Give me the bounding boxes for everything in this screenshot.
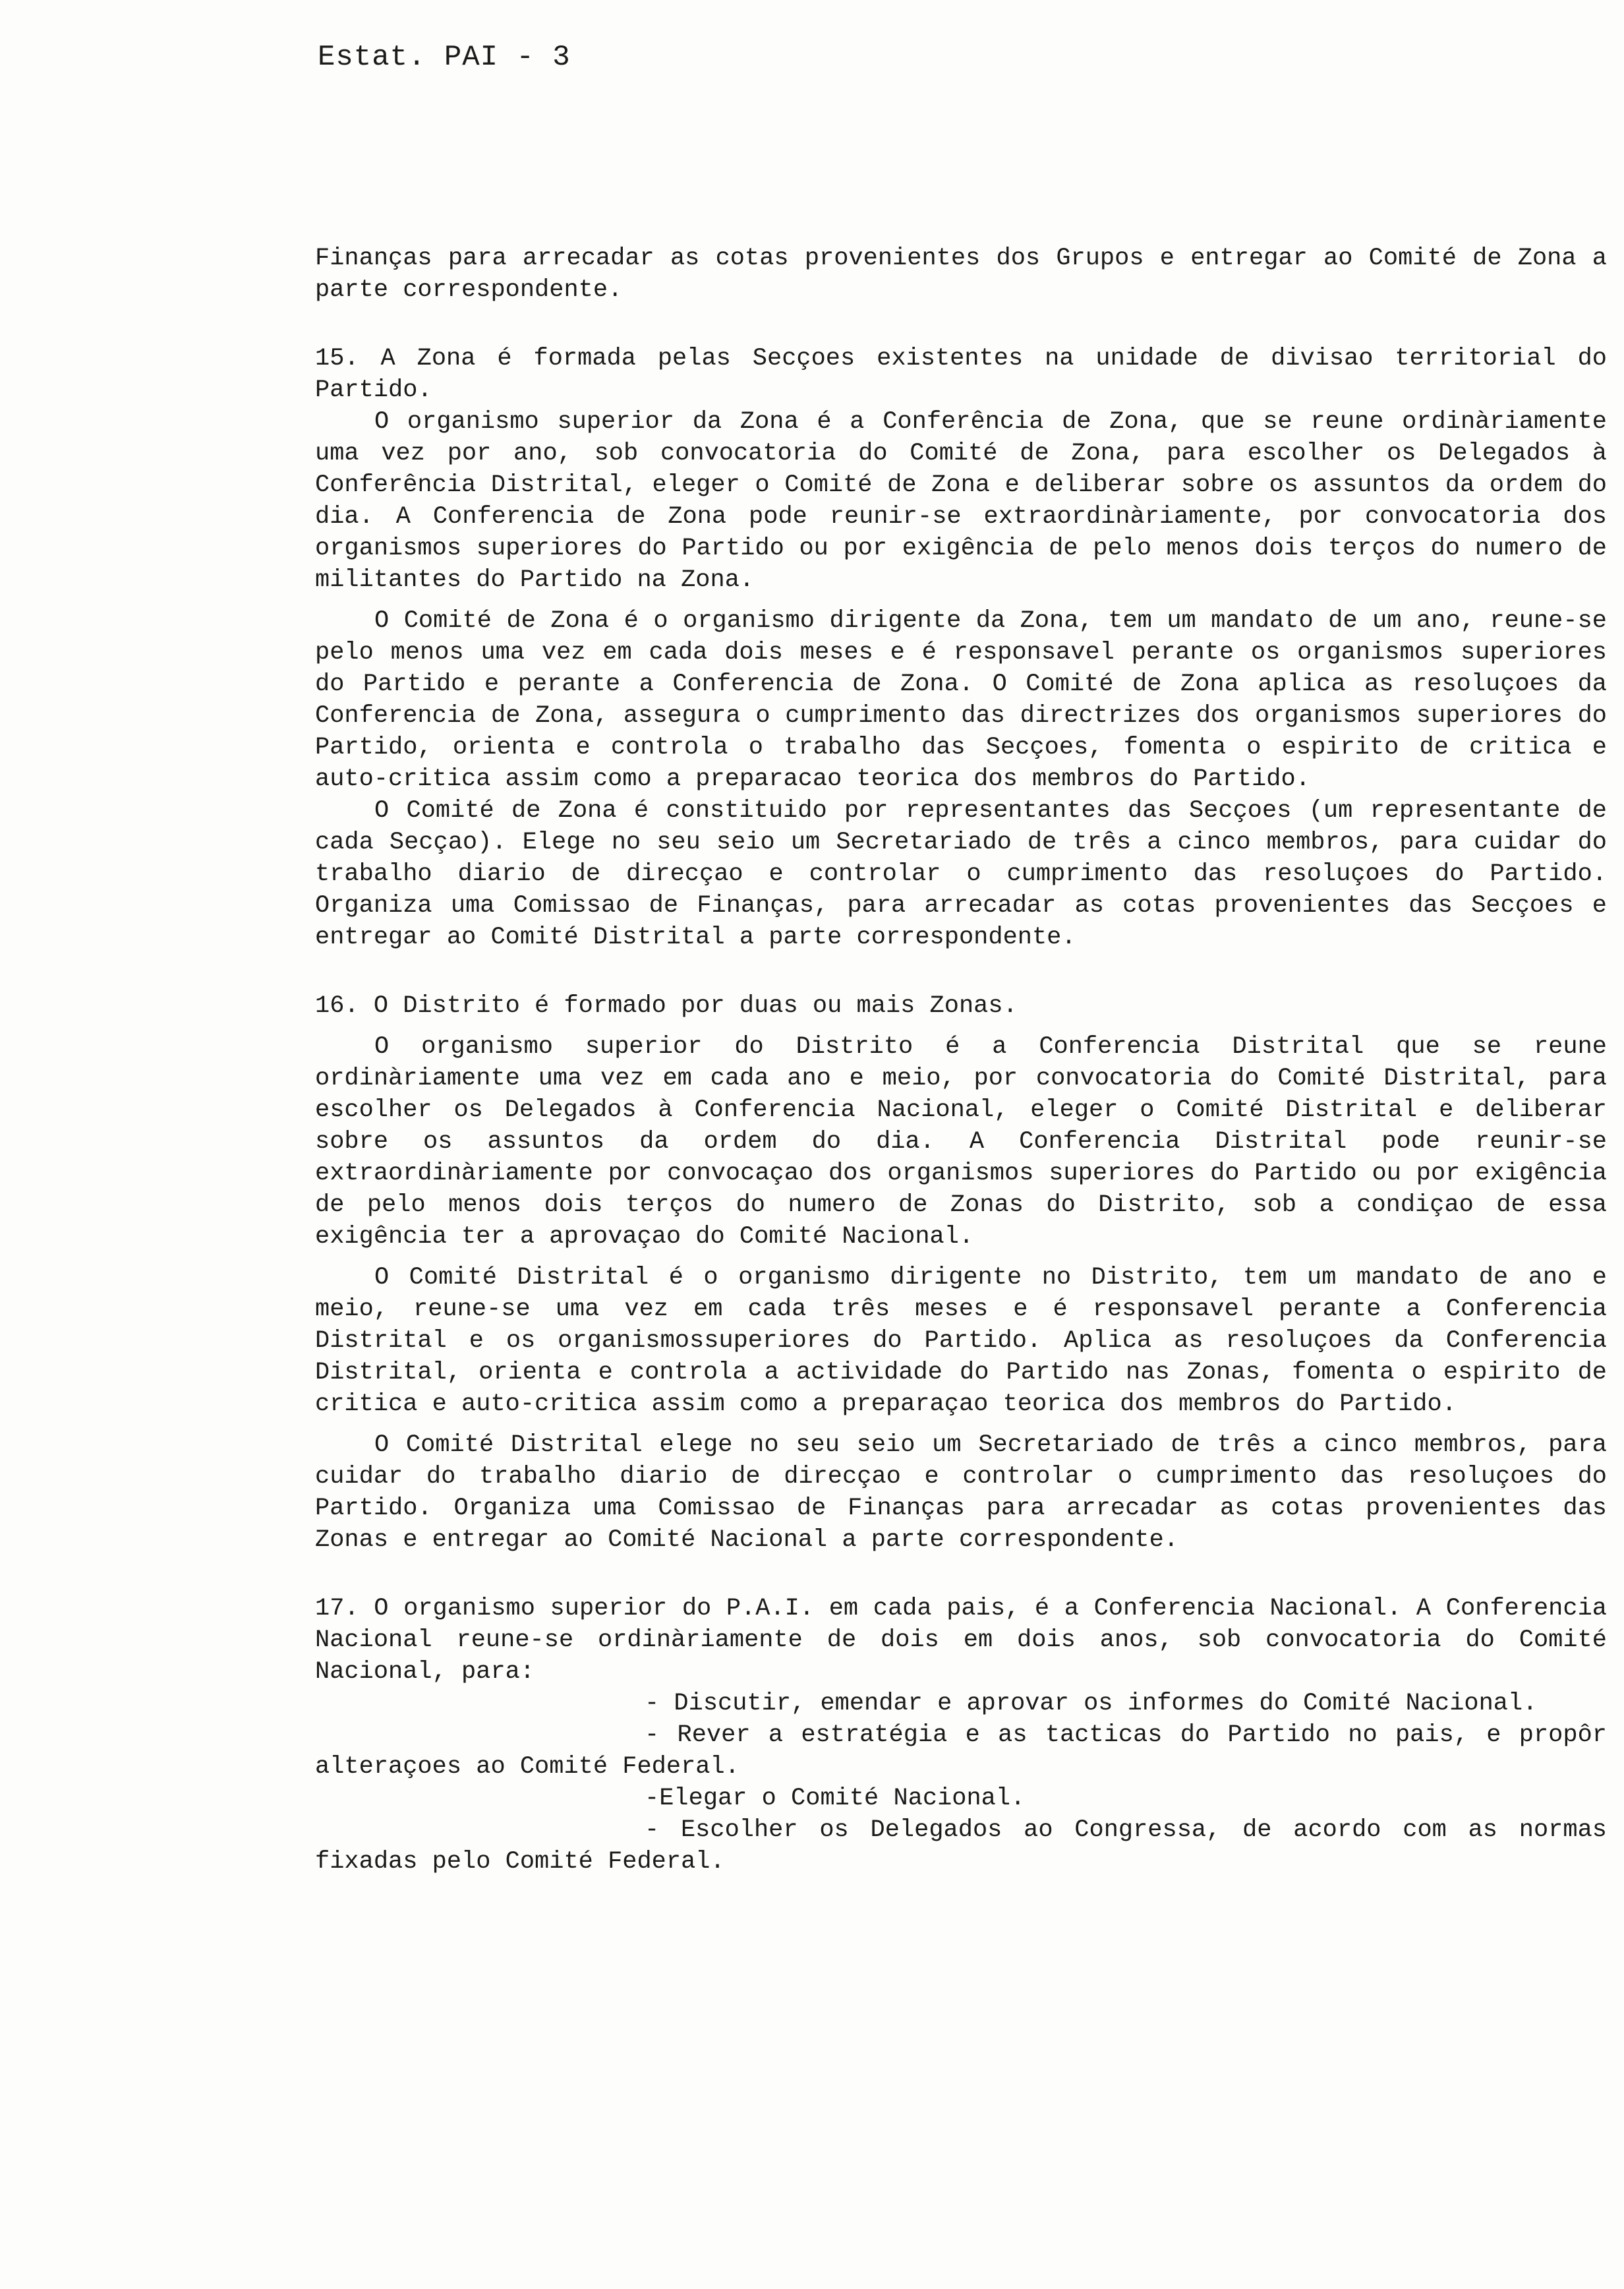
list-item: - Rever a estratégia e as tacticas do Partido no pais, e propôr alteraçoes ao Comité Federal. bbox=[315, 1721, 1607, 1781]
document-body bbox=[315, 243, 1607, 1878]
paragraph: O Comité de Zona é o organismo dirigente da Zona, tem um mandato de um ano, reune-se pelo menos uma vez em cada dois meses e é responsavel perante os organismos superiores do Partido e perante a Conferencia de Zona. O Comité de Zona aplica as resoluçoes da Conferencia de Zona, assegura o cumprimento das directrizes dos organismos superiores do Partido, orienta e controla o trabalho das Secçoes, fomenta o espirito de critica e auto-critica assim como a preparacao teorica dos membros do Partido. bbox=[315, 607, 1607, 793]
paragraph: O organismo superior do Distrito é a Conferencia Distrital que se reune ordinàriamente uma vez em cada ano e meio, por convocatoria do Comité Distrital, para escolher os Delegados à Conferencia Nacional, eleger o Comité Distrital e deliberar sobre os assuntos da ordem do dia. A Conferencia Distrital pode reunir-se extraordinàriamente por convocaçao dos organismos superiores do Partido ou por exigência de pelo menos dois terços do numero de Zonas do Distrito, sob a condiçao de essa exigência ter a aprovaçao do Comité Nacional. bbox=[315, 1033, 1607, 1251]
paragraph: O Comité de Zona é constituido por representantes das Secçoes (um representante de cada Secçao). Elege no seu seio um Secretariado de três a cinco membros, para cuidar do trabalho diario de direcçao e controlar o cumprimento das resoluçoes do Partido. Organiza uma Comissao de Finanças, para arrecadar as cotas provenientes das Secçoes e entregar ao Comité Distrital a parte correspondente. bbox=[315, 797, 1607, 951]
section-15-heading-paragraph: 15. A Zona é formada pelas Secçoes existentes na unidade de divisao territorial do Partido. bbox=[315, 345, 1607, 404]
paragraph: O organismo superior da Zona é a Conferência de Zona, que se reune ordinàriamente uma vez por ano, sob convocatoria do Comité de Zona, para escolher os Delegados à Conferência Distrital, eleger o Comité de Zona e deliberar sobre os assuntos da ordem do dia. A Conferencia de Zona pode reunir-se extraordinàriamente, por convocatoria dos organismos superiores do Partido ou por exigência de pelo menos dois terços do numero de militantes do Partido na Zona. bbox=[315, 408, 1607, 594]
paragraph: O Comité Distrital é o organismo dirigente no Distrito, tem um mandato de ano e meio, reune-se uma vez em cada três meses e é responsavel perante a Conferencia Distrital e os organismossuperiores do Partido. Aplica as resoluçoes da Conferencia Distrital, orienta e controla a actividade do Partido nas Zonas, fomenta o espirito de critica e auto-critica assim como a preparaçao teorica dos membros do Partido. bbox=[315, 1264, 1607, 1418]
list-item: - Escolher os Delegados ao Congressa, de acordo com as normas fixadas pelo Comité Federal. bbox=[315, 1816, 1607, 1876]
list-item: - Discutir, emendar e aprovar os informes do Comité Nacional. bbox=[645, 1690, 1538, 1717]
paragraph: Finanças para arrecadar as cotas provenientes dos Grupos e entregar ao Comité de Zona a parte correspondente. bbox=[315, 245, 1607, 304]
section-16-heading-paragraph: 16. O Distrito é formado por duas ou mais Zonas. bbox=[315, 992, 1018, 1020]
agenda-list bbox=[315, 1688, 1607, 1878]
paragraph: O Comité Distrital elege no seu seio um Secretariado de três a cinco membros, para cuidar do trabalho diario de direcçao e controlar o cumprimento das resoluçoes do Partido. Organiza uma Comissao de Finanças para arrecadar as cotas provenientes das Zonas e entregar ao Comité Nacional a parte correspondente. bbox=[315, 1431, 1607, 1554]
section-17-heading-paragraph: 17. O organismo superior do P.A.I. em cada pais, é a Conferencia Nacional. A Conferencia Nacional reune-se ordinàriamente de dois em dois anos, sob convocatoria do Comité Nacional, para: bbox=[315, 1595, 1607, 1686]
page-reference: Estat. PAI - 3 bbox=[318, 41, 571, 74]
list-item: -Elegar o Comité Nacional. bbox=[645, 1785, 1026, 1812]
